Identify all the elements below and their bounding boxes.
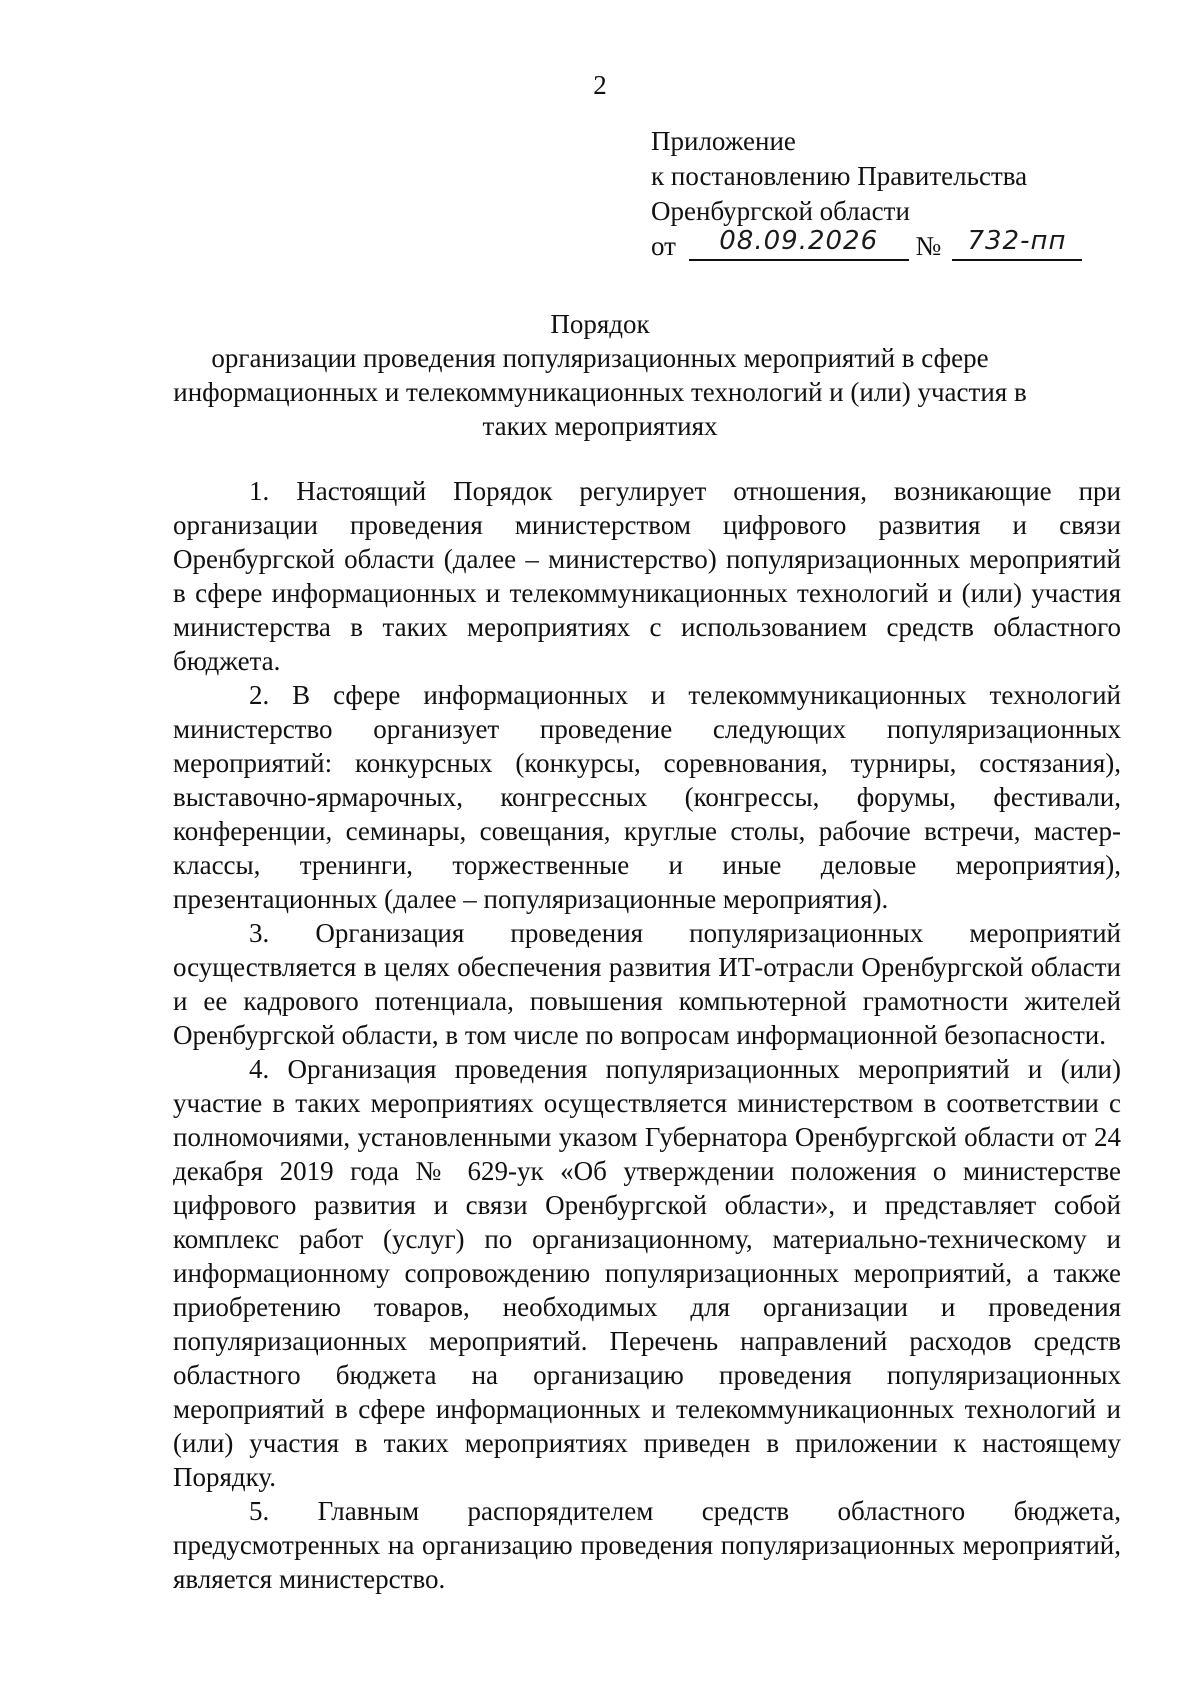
paragraph-4: 4. Организация проведения популяризационных мероприятий и (или) участие в таких мероприятиях осуществляется министерством в соответствии с полномочиями, установленными указом Губернатора Оренбургской области от 24 декабря 2019 года № 629-ук «Об утверждении положения о министерстве цифрового развития и связи Оренбургской области», и представляет собой комплекс работ (услуг) по организационному, материально-техническому и информационному сопровождению популяризационных мероприятий, а также приобретению товаров, необходимых для организации и проведения популяризационных мероприятий. Перечень направлений расходов средств областного бюджета на организацию проведения популяризационных мероприятий в сфере информационных и телекоммуникационных технологий и (или) участия в таких мероприятиях приведен в приложении к настоящему Порядку.: [173, 1054, 1121, 1492]
page-number: 2: [593, 70, 607, 100]
document-title: [150, 307, 1050, 443]
paragraph-3: 3. Организация проведения популяризационных мероприятий осуществляется в целях обеспечения развития ИТ-отрасли Оренбургской области и ее кадрового потенциала, повышения компьютерной грамотности жителей Оренбургской области, в том числе по вопросам информационной безопасности.: [173, 918, 1121, 1050]
number-field: [952, 226, 1082, 261]
date-field: [689, 226, 909, 261]
paragraph-2: 2. В сфере информационных и телекоммуникационных технологий министерство организует проведение следующих популяризационных мероприятий: конкурсных (конкурсы, соревнования, турниры, состязания), выставочно-ярмарочных, конгрессных (конгрессы, форумы, фестивали, конференции, семинары, совещания, круглые столы, рабочие встречи, мастер-классы, тренинги, торжественные и иные деловые мероприятия), презентационных (далее – популяризационные мероприятия).: [173, 680, 1121, 914]
appendix-line-1: Приложение: [651, 126, 796, 156]
from-label: от: [651, 231, 676, 261]
paragraph-5: 5. Главным распорядителем средств областного бюджета, предусмотренных на организацию проведения популяризационных мероприятий, является министерство.: [173, 1496, 1121, 1594]
title-line-1: Порядок: [550, 309, 650, 339]
appendix-header: [651, 124, 1171, 264]
handwritten-date: 08.09.2026: [719, 226, 879, 256]
handwritten-number: 732-пп: [967, 226, 1067, 256]
title-line-3: информационных и телекоммуникационных технологий и (или) участия в: [173, 377, 1027, 407]
appendix-line-3: Оренбургской области: [651, 196, 910, 226]
document-body: [173, 474, 1121, 1596]
appendix-line-2: к постановлению Правительства: [651, 161, 1028, 191]
paragraph-1: 1. Настоящий Порядок регулирует отношения, возникающие при организации проведения министерством цифрового развития и связи Оренбургской области (далее – министерство) популяризационных мероприятий в сфере информационных и телекоммуникационных технологий и (или) участия министерства в таких мероприятиях с использованием средств областного бюджета.: [173, 476, 1121, 676]
title-line-2: организации проведения популяризационных мероприятий в сфере: [211, 343, 989, 373]
number-label: №: [915, 231, 942, 261]
appendix-date-number-line: [651, 226, 1171, 264]
title-line-4: таких мероприятиях: [482, 411, 718, 441]
